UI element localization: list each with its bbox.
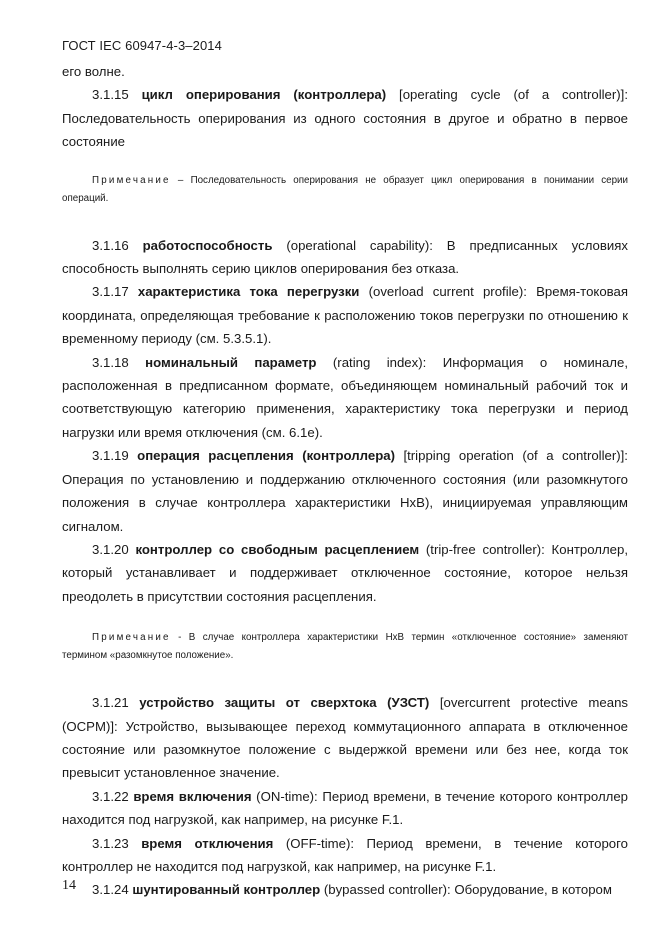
term-title: цикл оперирования (контроллера) bbox=[141, 87, 387, 103]
term-definition: (OFF-time): Период времени, в течение которого контроллер не находится под нагрузкой, как например, на рисунке F.1. bbox=[62, 835, 628, 874]
term-definition: (overload current profile): Время-токовая координата, определяющая требование к расположению токов перегрузки по отношению к временному периоду (см. 5.3.5.1). bbox=[62, 284, 628, 347]
term-title: шунтированный контроллер bbox=[132, 882, 321, 898]
document-header: ГОСТ IEC 60947-4-3–2014 bbox=[62, 38, 222, 53]
term-definition: (bypassed controller): Оборудование, в котором bbox=[320, 882, 612, 898]
term-3-1-20 bbox=[62, 538, 628, 608]
term-definition: (ON-time): Период времени, в течение которого контроллер находится под нагрузкой, как например, на рисунке F.1. bbox=[62, 788, 628, 828]
note-text: – Последовательность оперирования не образует цикл оперирования в понимании серии операций. bbox=[62, 174, 628, 204]
term-number: 3.1.17 bbox=[92, 284, 129, 300]
term-definition: (trip-free controller): Контроллер, который устанавливает и поддерживает отключенное состояние, которое нельзя преодолеть в присутствии состояния расцепления. bbox=[62, 541, 628, 604]
term-title: номинальный параметр bbox=[145, 354, 317, 370]
term-number: 3.1.16 bbox=[92, 237, 129, 253]
term-3-1-24 bbox=[62, 878, 628, 901]
note-text: - В случае контроллера характеристики HxB термин «отключенное состояние» заменяют термином «разомкнутое положение». bbox=[62, 632, 628, 662]
term-definition: [overcurrent protective means (OCPM)]: Устройство, вызывающее переход коммутационного аппарата в отключенное состояние или разомкнутое положение с выдержкой времени или без нее, когда ток превысит установленное значение. bbox=[62, 695, 629, 781]
note-1 bbox=[62, 172, 628, 208]
term-number: 3.1.23 bbox=[92, 835, 129, 851]
term-number: 3.1.22 bbox=[92, 788, 129, 804]
term-number: 3.1.20 bbox=[92, 541, 129, 557]
term-number: 3.1.19 bbox=[92, 448, 129, 464]
term-3-1-15 bbox=[62, 83, 628, 153]
term-number: 3.1.18 bbox=[92, 354, 129, 370]
page-body bbox=[62, 60, 628, 902]
term-title: характеристика тока перегрузки bbox=[137, 284, 360, 300]
page-number: 14 bbox=[62, 878, 76, 893]
term-title: работоспособность bbox=[142, 237, 273, 253]
note-label: Примечание bbox=[92, 174, 171, 186]
intro-fragment: его волне. bbox=[62, 64, 125, 79]
note-2 bbox=[62, 629, 628, 665]
term-3-1-21 bbox=[62, 691, 628, 785]
term-title: контроллер со свободным расцеплением bbox=[135, 541, 420, 557]
term-3-1-18 bbox=[62, 351, 628, 445]
term-number: 3.1.21 bbox=[92, 695, 129, 711]
term-definition: [operating cycle (of a controller)]: Последовательность оперирования из одного состояния в другое и обратно в первое состояние bbox=[62, 87, 628, 150]
term-3-1-22 bbox=[62, 785, 628, 832]
term-number: 3.1.24 bbox=[92, 882, 129, 898]
term-definition: (operational capability): В предписанных условиях способность выполнять серию циклов оперирования без отказа. bbox=[62, 237, 628, 277]
term-3-1-19 bbox=[62, 444, 628, 538]
term-title: время отключения bbox=[141, 835, 274, 851]
term-definition: [tripping operation (of a controller)]: Операция по установлению и поддержанию отключенного состояния (или разомкнутого положения в случае контроллера характеристики HxB), инициируемая управляющим сигналом. bbox=[62, 448, 628, 534]
term-definition: (rating index): Информация о номинале, расположенная в предписанном формате, объединяющем номинальный рабочий ток и соответствующую категорию применения, характеристику тока перегрузки и период нагрузки или время отключения (см. 6.1е). bbox=[62, 354, 628, 440]
term-3-1-16 bbox=[62, 234, 628, 281]
term-3-1-17 bbox=[62, 280, 628, 350]
term-title: устройство защиты от сверхтока (УЗСТ) bbox=[139, 695, 430, 711]
term-number: 3.1.15 bbox=[92, 87, 129, 103]
term-3-1-23 bbox=[62, 832, 628, 879]
term-title: операция расцепления (контроллера) bbox=[137, 448, 395, 464]
term-title: время включения bbox=[133, 788, 252, 804]
note-label: Примечание bbox=[92, 632, 171, 644]
